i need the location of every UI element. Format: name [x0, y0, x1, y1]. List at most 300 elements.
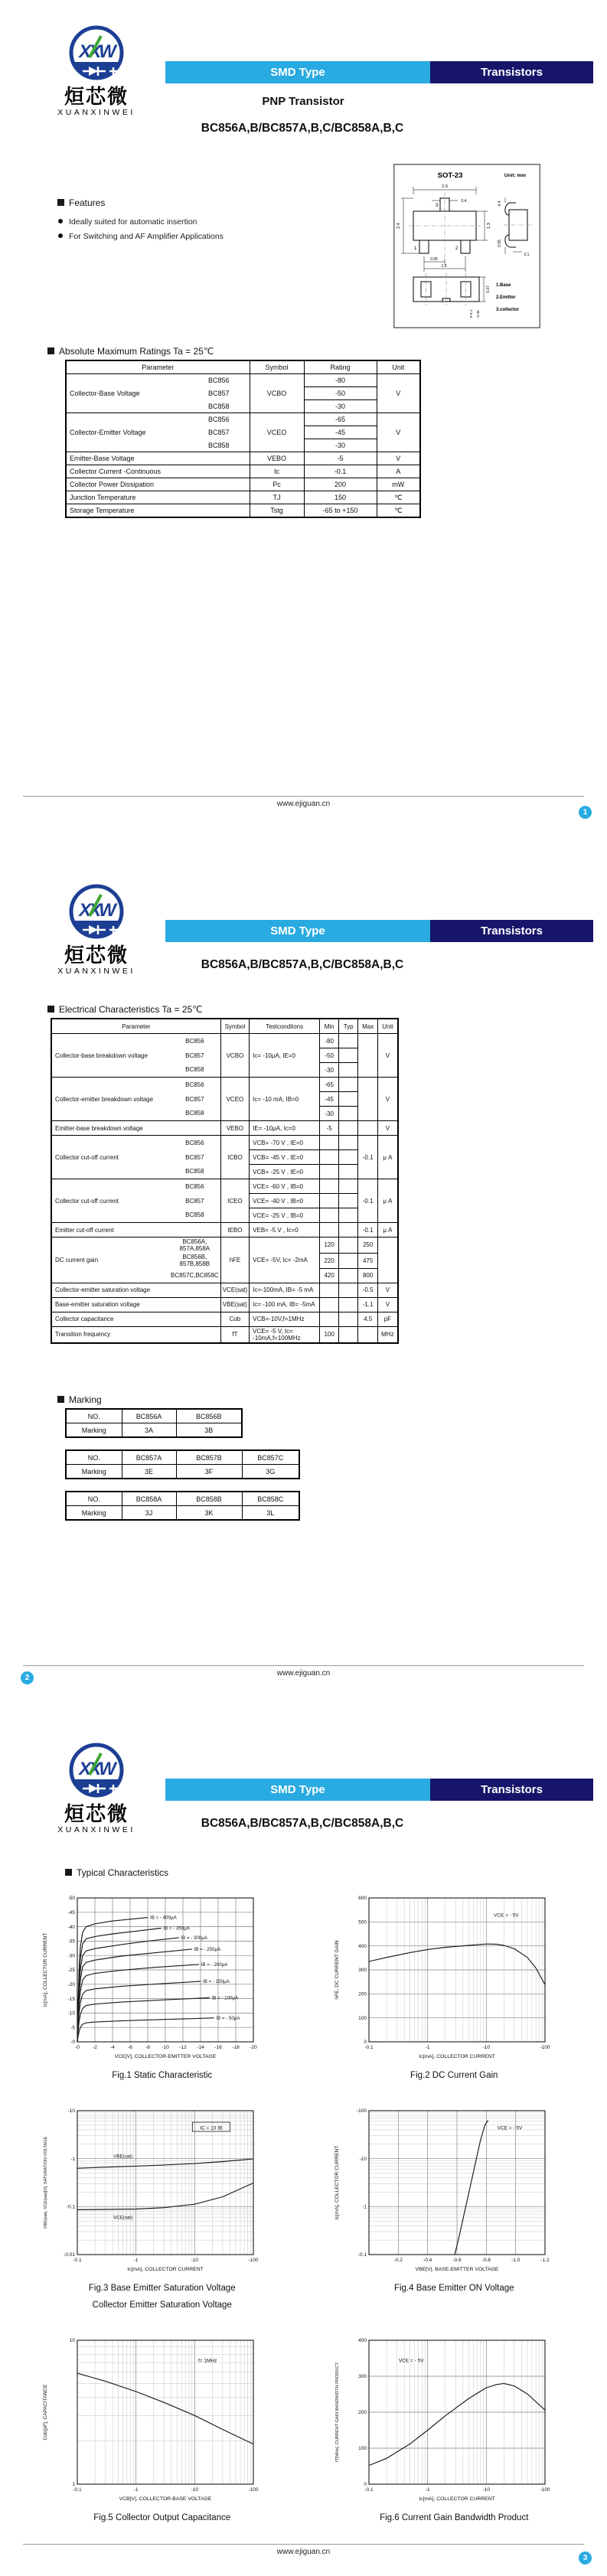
- footer-url: www.ejiguan.cn: [276, 800, 331, 808]
- electrical-characteristics-table: [51, 1018, 399, 1344]
- table-cell: Pc: [250, 478, 304, 491]
- table-cell: VCE= -5 V, Ic= -10mA,f=100MHz: [250, 1326, 320, 1343]
- table-cell: A: [377, 465, 420, 478]
- svg-text:-10: -10: [67, 2108, 75, 2115]
- table-cell: Emitter-base breakdown voltage: [51, 1121, 220, 1136]
- table-cell: VCE= -40 V , IB=0: [250, 1194, 320, 1208]
- svg-text:400: 400: [358, 1943, 367, 1949]
- table-cell: Collector capacitance: [51, 1312, 220, 1326]
- square-bullet-icon: [57, 199, 64, 206]
- svg-text:-1: -1: [133, 2258, 139, 2263]
- figure-6-caption: Fig.6 Current Gain Bandwidth Product: [380, 2513, 529, 2522]
- table-cell: 4.5: [358, 1312, 378, 1326]
- figure-3-caption: Fig.3 Base Emitter Saturation Voltage: [88, 2284, 236, 2293]
- table-cell: BC858: [169, 1165, 220, 1179]
- table-cell: BC857: [188, 387, 250, 400]
- svg-text:100: 100: [358, 2446, 367, 2452]
- table-cell: [339, 1121, 358, 1136]
- page-3: [0, 1717, 607, 2576]
- svg-text:VBE(sat), VCE(sat)[V], SATURAT: VBE(sat), VCE(sat)[V], SATURATION VOLTAGE: [43, 2136, 48, 2229]
- table-cell: Collector Power Dissipation: [66, 478, 250, 491]
- column-header: Max: [358, 1019, 378, 1034]
- figure-4: [321, 2100, 587, 2310]
- brand-name-cn: 烜芯微: [64, 1802, 129, 1825]
- column-header: Symbol: [220, 1019, 249, 1034]
- table-cell: [320, 1283, 339, 1297]
- svg-text:-10: -10: [359, 2156, 367, 2162]
- table-cell: Emitter-Base Voltage: [66, 452, 250, 465]
- svg-text:Ic[mA], COLLECTOR CURRENT: Ic[mA], COLLECTOR CURRENT: [419, 2054, 496, 2059]
- table-cell: BC857C,BC858C: [169, 1268, 220, 1283]
- svg-text:-0.1: -0.1: [358, 2252, 367, 2258]
- pin-1-number: 1: [414, 246, 417, 251]
- table-cell: Cob: [220, 1312, 249, 1326]
- table-cell: [358, 1078, 378, 1121]
- svg-text:-10: -10: [191, 2258, 198, 2263]
- chart-canvas: [331, 2100, 577, 2279]
- table-cell: BC856: [169, 1034, 220, 1048]
- dim-overall-height: 2.4: [397, 223, 401, 229]
- svg-text:-1.0: -1.0: [511, 2258, 521, 2263]
- table-cell: -65: [304, 413, 377, 426]
- svg-text:100: 100: [358, 2015, 367, 2021]
- svg-text:VCE = - 5V: VCE = - 5V: [497, 2125, 523, 2131]
- table-cell: BC856: [188, 413, 250, 426]
- svg-text:-0.1: -0.1: [73, 2258, 82, 2263]
- table-cell: [339, 1253, 358, 1268]
- table-cell: IEBO: [220, 1223, 249, 1237]
- marking-table-bc856: [65, 1408, 243, 1438]
- feature-item-1: [58, 217, 197, 227]
- column-header: NO.: [66, 1409, 122, 1423]
- table-cell: 200: [304, 478, 377, 491]
- table-cell: pF: [378, 1312, 398, 1326]
- table-cell: [378, 1237, 398, 1283]
- part-number-title: BC856A,B/BC857A,B,C/BC858A,B,C: [201, 122, 404, 135]
- column-header: BC857A: [122, 1450, 176, 1465]
- table-cell: -0.1: [358, 1179, 378, 1223]
- svg-text:-50: -50: [67, 1896, 75, 1902]
- page-2: [0, 859, 607, 1717]
- header-smd-type-label: SMD Type: [270, 66, 325, 79]
- svg-text:-0: -0: [74, 2045, 80, 2050]
- table-cell: -0.1: [304, 465, 377, 478]
- amr-heading: [47, 346, 214, 357]
- table-cell: [339, 1194, 358, 1208]
- column-header: Parameter: [51, 1019, 220, 1034]
- table-cell: VEBO: [250, 452, 304, 465]
- table-cell: 250: [358, 1237, 378, 1254]
- svg-text:-25: -25: [67, 1968, 75, 1974]
- data-table: [65, 1408, 243, 1438]
- table-cell: -30: [304, 439, 377, 452]
- svg-text:-6: -6: [127, 2045, 132, 2050]
- table-cell: [320, 1312, 339, 1326]
- svg-text:-10: -10: [67, 2010, 75, 2017]
- table-cell: -30: [320, 1107, 339, 1121]
- table-cell: [339, 1268, 358, 1283]
- table-cell: -50: [320, 1048, 339, 1063]
- figure-4-plot: [321, 2100, 587, 2279]
- table-cell: Tstg: [250, 504, 304, 518]
- table-cell: BC856: [169, 1078, 220, 1092]
- table-cell: VBE(sat): [220, 1297, 249, 1312]
- table-cell: [339, 1063, 358, 1078]
- table-cell: hFE: [220, 1237, 249, 1283]
- table-cell: 3J: [122, 1506, 176, 1521]
- column-header: NO.: [66, 1492, 122, 1506]
- package-outline-svg: [393, 164, 540, 328]
- table-cell: ICBO: [220, 1136, 249, 1179]
- typical-characteristics-heading: [65, 1867, 168, 1878]
- table-cell: -30: [320, 1063, 339, 1078]
- figure-4-caption: Fig.4 Base Emitter ON Voltage: [393, 2284, 514, 2293]
- dim-body-height: 1.3: [487, 223, 491, 229]
- svg-text:IB = - 300μA: IB = - 300μA: [181, 1935, 207, 1941]
- column-header: Symbol: [250, 360, 304, 374]
- table-cell: [339, 1078, 358, 1092]
- table-cell: [339, 1136, 358, 1150]
- svg-text:-20: -20: [67, 1982, 75, 1987]
- table-cell: 3E: [122, 1465, 176, 1479]
- table-cell: Collector-Emitter Voltage: [66, 413, 188, 452]
- table-cell: Collector Current -Continuous: [66, 465, 250, 478]
- svg-text:IB = - 150μA: IB = - 150μA: [202, 1979, 230, 1985]
- brand-name-en: XUANXINWEI: [57, 1825, 135, 1835]
- table-cell: DC current gain: [51, 1237, 169, 1283]
- table-cell: V: [378, 1078, 398, 1121]
- svg-text:-100: -100: [248, 2487, 259, 2493]
- table-cell: 3K: [176, 1506, 242, 1521]
- table-cell: Collector cut-off current: [51, 1179, 169, 1223]
- page-number-badge: 3: [579, 2552, 592, 2565]
- svg-text:-14: -14: [197, 2045, 204, 2050]
- svg-text:IB = - 50μA: IB = - 50μA: [216, 2015, 240, 2021]
- table-cell: V: [378, 1121, 398, 1136]
- header-transistors-label: Transistors: [481, 1783, 543, 1796]
- table-cell: ℃: [377, 491, 420, 504]
- table-cell: -50: [304, 387, 377, 400]
- header-smd-type-label: SMD Type: [270, 1783, 325, 1796]
- svg-text:-0.4: -0.4: [423, 2258, 432, 2263]
- dim-body-width: 2.9: [442, 184, 448, 189]
- table-cell: BC856: [169, 1136, 220, 1150]
- svg-text:600: 600: [358, 1896, 367, 1902]
- header-band-smd-type: [165, 61, 430, 83]
- svg-text:hFE, DC CURRENT GAIN: hFE, DC CURRENT GAIN: [335, 1940, 341, 2000]
- column-header: Min: [320, 1019, 339, 1034]
- table-cell: μ A: [378, 1179, 398, 1223]
- table-cell: Collector cut-off current: [51, 1136, 169, 1179]
- dim-pad-height: 0.37: [486, 285, 491, 293]
- table-cell: -65: [320, 1078, 339, 1092]
- table-cell: BC858: [169, 1063, 220, 1078]
- table-cell: Ic: [250, 465, 304, 478]
- table-cell: ℃: [377, 504, 420, 518]
- footer: [23, 2544, 584, 2556]
- table-cell: BC856A, 857A,858A: [169, 1237, 220, 1254]
- table-cell: 120: [320, 1237, 339, 1254]
- table-cell: [358, 1326, 378, 1343]
- table-cell: -0.5: [358, 1283, 378, 1297]
- column-header: BC858A: [122, 1492, 176, 1506]
- dim-standoff: 0.55: [498, 240, 502, 247]
- chart-canvas: [39, 1887, 286, 2066]
- svg-text:-1: -1: [426, 2045, 430, 2050]
- svg-text:-20: -20: [250, 2045, 257, 2050]
- table-cell: BC857: [169, 1194, 220, 1208]
- chart-canvas: [331, 1887, 577, 2066]
- svg-text:IB = - 400μA: IB = - 400μA: [149, 1915, 177, 1921]
- table-cell: Ic=-100mA, IB= -5 mA: [250, 1283, 320, 1297]
- table-cell: [339, 1237, 358, 1254]
- table-cell: [339, 1034, 358, 1048]
- table-cell: mW: [377, 478, 420, 491]
- table-cell: BC858: [169, 1107, 220, 1121]
- svg-text:-0.01: -0.01: [63, 2252, 75, 2258]
- table-cell: BC856: [188, 374, 250, 387]
- table-cell: BC856: [169, 1179, 220, 1194]
- svg-text:Ic[mA], COLLECTOR CURRENT: Ic[mA], COLLECTOR CURRENT: [419, 2496, 496, 2502]
- amr-heading-label: Absolute Maximum Ratings Ta = 25℃: [59, 346, 214, 357]
- table-cell: BC856B, 857B,858B: [169, 1253, 220, 1268]
- absolute-maximum-ratings-table: [65, 360, 421, 518]
- table-cell: [320, 1297, 339, 1312]
- column-header: Unit: [377, 360, 420, 374]
- brand-logo-icon: [62, 23, 131, 83]
- table-cell: 220: [320, 1253, 339, 1268]
- brand-logo-icon: [62, 882, 131, 941]
- feature-item-2: [58, 232, 224, 241]
- table-cell: BC857: [169, 1150, 220, 1165]
- svg-text:-40: -40: [67, 1924, 75, 1930]
- figure-1-caption: Fig.1 Static Characteristic: [112, 2071, 213, 2080]
- table-cell: Junction Temperature: [66, 491, 250, 504]
- svg-text:-100: -100: [357, 2108, 367, 2115]
- package-unit: Unit: mm: [504, 173, 527, 178]
- svg-text:-0.1: -0.1: [66, 2204, 75, 2210]
- svg-text:-35: -35: [67, 1939, 75, 1945]
- data-table: [65, 1449, 300, 1479]
- data-table: [51, 1018, 399, 1344]
- brand-name-en: XUANXINWEI: [57, 108, 135, 118]
- figure-2-plot: [321, 1887, 587, 2066]
- table-cell: V: [377, 374, 420, 413]
- square-bullet-icon: [47, 1006, 54, 1012]
- svg-text:-10: -10: [191, 2487, 198, 2493]
- table-cell: VCE= -60 V , IB=0: [250, 1179, 320, 1194]
- figure-1: [29, 1887, 295, 2080]
- svg-text:0: 0: [364, 2040, 367, 2046]
- svg-text:IB = - 200μA: IB = - 200μA: [201, 1961, 228, 1968]
- svg-text:-5: -5: [70, 2025, 75, 2031]
- svg-text:-0.6: -0.6: [452, 2258, 462, 2263]
- svg-text:300: 300: [358, 1968, 367, 1974]
- pin-label-base: 1.Base: [496, 283, 511, 288]
- table-cell: [339, 1092, 358, 1107]
- svg-text:-0: -0: [70, 2040, 75, 2046]
- data-table: [65, 1491, 300, 1521]
- column-header: NO.: [66, 1450, 122, 1465]
- svg-text:-4: -4: [109, 2045, 115, 2050]
- table-cell: VCEO: [250, 413, 304, 452]
- svg-text:VCE(sat): VCE(sat): [113, 2215, 132, 2221]
- svg-text:VBE(sat): VBE(sat): [113, 2154, 132, 2160]
- table-cell: 150: [304, 491, 377, 504]
- footer-url: www.ejiguan.cn: [276, 2548, 331, 2556]
- svg-text:-2: -2: [92, 2045, 97, 2050]
- svg-text:-16: -16: [214, 2045, 222, 2050]
- dim-lead-thickness: 0.4: [498, 201, 502, 207]
- table-cell: BC857: [169, 1092, 220, 1107]
- svg-text:-100: -100: [248, 2258, 259, 2263]
- svg-text:500: 500: [358, 1919, 367, 1925]
- table-cell: ICEO: [220, 1179, 249, 1223]
- figure-2-caption: Fig.2 DC Current Gain: [410, 2071, 498, 2080]
- table-cell: [320, 1136, 339, 1150]
- table-cell: [339, 1107, 358, 1121]
- table-cell: Collector-emitter saturation voltage: [51, 1283, 220, 1297]
- footer-url: www.ejiguan.cn: [276, 1669, 331, 1678]
- figure-3-caption-line2: Collector Emitter Saturation Voltage: [92, 2300, 232, 2310]
- table-cell: [320, 1150, 339, 1165]
- table-cell: V: [378, 1297, 398, 1312]
- table-cell: VEBO: [220, 1121, 249, 1136]
- brand-name-cn: 烜芯微: [64, 85, 129, 108]
- table-cell: [339, 1297, 358, 1312]
- column-header: BC857C: [242, 1450, 299, 1465]
- header-smd-type-label: SMD Type: [270, 924, 325, 937]
- ec-heading: [47, 1004, 203, 1015]
- table-cell: V: [378, 1034, 398, 1078]
- table-cell: BC858: [169, 1208, 220, 1223]
- svg-text:1: 1: [72, 2482, 75, 2488]
- dot-bullet-icon: [58, 233, 63, 238]
- dot-bullet-icon: [58, 219, 63, 223]
- svg-text:Ic[mA], COLLECTOR CURRENT: Ic[mA], COLLECTOR CURRENT: [126, 2267, 204, 2272]
- header-band-transistors: [430, 1779, 593, 1801]
- table-cell: [320, 1194, 339, 1208]
- table-cell: [339, 1223, 358, 1237]
- column-header: BC856A: [122, 1409, 176, 1423]
- table-cell: Transition frequency: [51, 1326, 220, 1343]
- svg-text:-100: -100: [540, 2045, 550, 2050]
- table-cell: VEB= -5 V , Ic=0: [250, 1223, 320, 1237]
- table-cell: V: [377, 413, 420, 452]
- chart-canvas: [39, 2330, 286, 2509]
- column-header: Testconditons: [250, 1019, 320, 1034]
- pin-label-emitter: 2.Emitter: [496, 295, 516, 300]
- table-cell: -0.1: [358, 1136, 378, 1179]
- figure-2: [321, 1887, 587, 2080]
- brand-logo: [43, 23, 150, 117]
- svg-text:-0.1: -0.1: [73, 2487, 82, 2493]
- brand-logo-icon: [62, 1740, 131, 1800]
- figure-5: [29, 2330, 295, 2522]
- svg-text:VCB[V], COLLECTOR-BASE VOLTAGE: VCB[V], COLLECTOR-BASE VOLTAGE: [119, 2496, 212, 2502]
- header-transistors-label: Transistors: [481, 924, 543, 937]
- table-cell: [339, 1208, 358, 1223]
- column-header: Unit: [378, 1019, 398, 1034]
- table-cell: 3A: [122, 1423, 176, 1438]
- brand-name-cn: 烜芯微: [64, 944, 129, 967]
- table-cell: -1.1: [358, 1297, 378, 1312]
- table-cell: 475: [358, 1253, 378, 1268]
- table-cell: 3G: [242, 1465, 299, 1479]
- table-cell: VCE= -25 V , IB=0: [250, 1208, 320, 1223]
- table-cell: Ic= -100 mA, IB= -5mA: [250, 1297, 320, 1312]
- table-cell: [339, 1048, 358, 1063]
- svg-text:200: 200: [358, 2410, 367, 2416]
- svg-text:-18: -18: [232, 2045, 240, 2050]
- part-number-title: BC856A,B/BC857A,B,C/BC858A,B,C: [201, 958, 404, 971]
- brand-logo-text: XXW: [79, 900, 114, 921]
- table-cell: BC858: [188, 439, 250, 452]
- svg-text:Ic[mA], COLLECTOR CURRENT: Ic[mA], COLLECTOR CURRENT: [335, 2145, 341, 2220]
- svg-text:-1.2: -1.2: [540, 2258, 550, 2263]
- table-cell: 420: [320, 1268, 339, 1283]
- features-heading: [57, 197, 105, 208]
- figure-5-caption: Fig.5 Collector Output Capacitance: [93, 2513, 231, 2522]
- svg-text:400: 400: [358, 2338, 367, 2344]
- page-number-badge: 2: [21, 1671, 34, 1684]
- svg-text:IC = 10 IB: IC = 10 IB: [200, 2125, 223, 2131]
- table-cell: [339, 1150, 358, 1165]
- svg-text:300: 300: [358, 2374, 367, 2380]
- table-cell: [358, 1034, 378, 1078]
- table-cell: Collector-emitter breakdown voltage: [51, 1078, 169, 1121]
- svg-text:-1: -1: [133, 2487, 139, 2493]
- table-cell: 100: [320, 1326, 339, 1343]
- marking-heading: [57, 1394, 102, 1405]
- page-number-badge: 1: [579, 806, 592, 819]
- device-type-subtitle: PNP Transistor: [262, 95, 344, 108]
- svg-text:-12: -12: [179, 2045, 187, 2050]
- table-cell: [339, 1179, 358, 1194]
- header-band-transistors: [430, 920, 593, 942]
- features-heading-label: Features: [69, 197, 106, 208]
- svg-text:IB = - 350μA: IB = - 350μA: [163, 1925, 190, 1932]
- square-bullet-icon: [65, 1869, 72, 1876]
- table-cell: Collector-Base Voltage: [66, 374, 188, 413]
- table-cell: VCE(sat): [220, 1283, 249, 1297]
- table-cell: -80: [304, 374, 377, 387]
- dim-lead-width: 0.4: [461, 199, 467, 204]
- svg-text:VCE = - 5V: VCE = - 5V: [399, 2358, 424, 2364]
- table-cell: -5: [320, 1121, 339, 1136]
- table-cell: [358, 1121, 378, 1136]
- footer: [23, 1665, 584, 1678]
- feature-item-2-label: For Switching and AF Amplifier Applications: [69, 232, 224, 241]
- square-bullet-icon: [47, 347, 54, 354]
- table-cell: VCB= -45 V , IE=0: [250, 1150, 320, 1165]
- chart-canvas: [331, 2330, 577, 2509]
- dim-gap: 0-0.1: [470, 309, 474, 318]
- table-cell: 3F: [176, 1465, 242, 1479]
- figure-1-plot: [29, 1887, 295, 2066]
- page-1: [0, 0, 607, 859]
- part-number-title: BC856A,B/BC857A,B,C/BC858A,B,C: [201, 1817, 404, 1830]
- svg-text:VBE[V], BASE-EMITTER VOLTAGE: VBE[V], BASE-EMITTER VOLTAGE: [415, 2267, 499, 2272]
- table-cell: [339, 1165, 358, 1179]
- figure-3-plot: [29, 2100, 295, 2279]
- table-cell: [339, 1312, 358, 1326]
- table-cell: -30: [304, 400, 377, 413]
- table-cell: BC858: [188, 400, 250, 413]
- pin-2-number: 2: [455, 246, 459, 251]
- table-cell: [320, 1223, 339, 1237]
- column-header: Parameter: [66, 360, 250, 374]
